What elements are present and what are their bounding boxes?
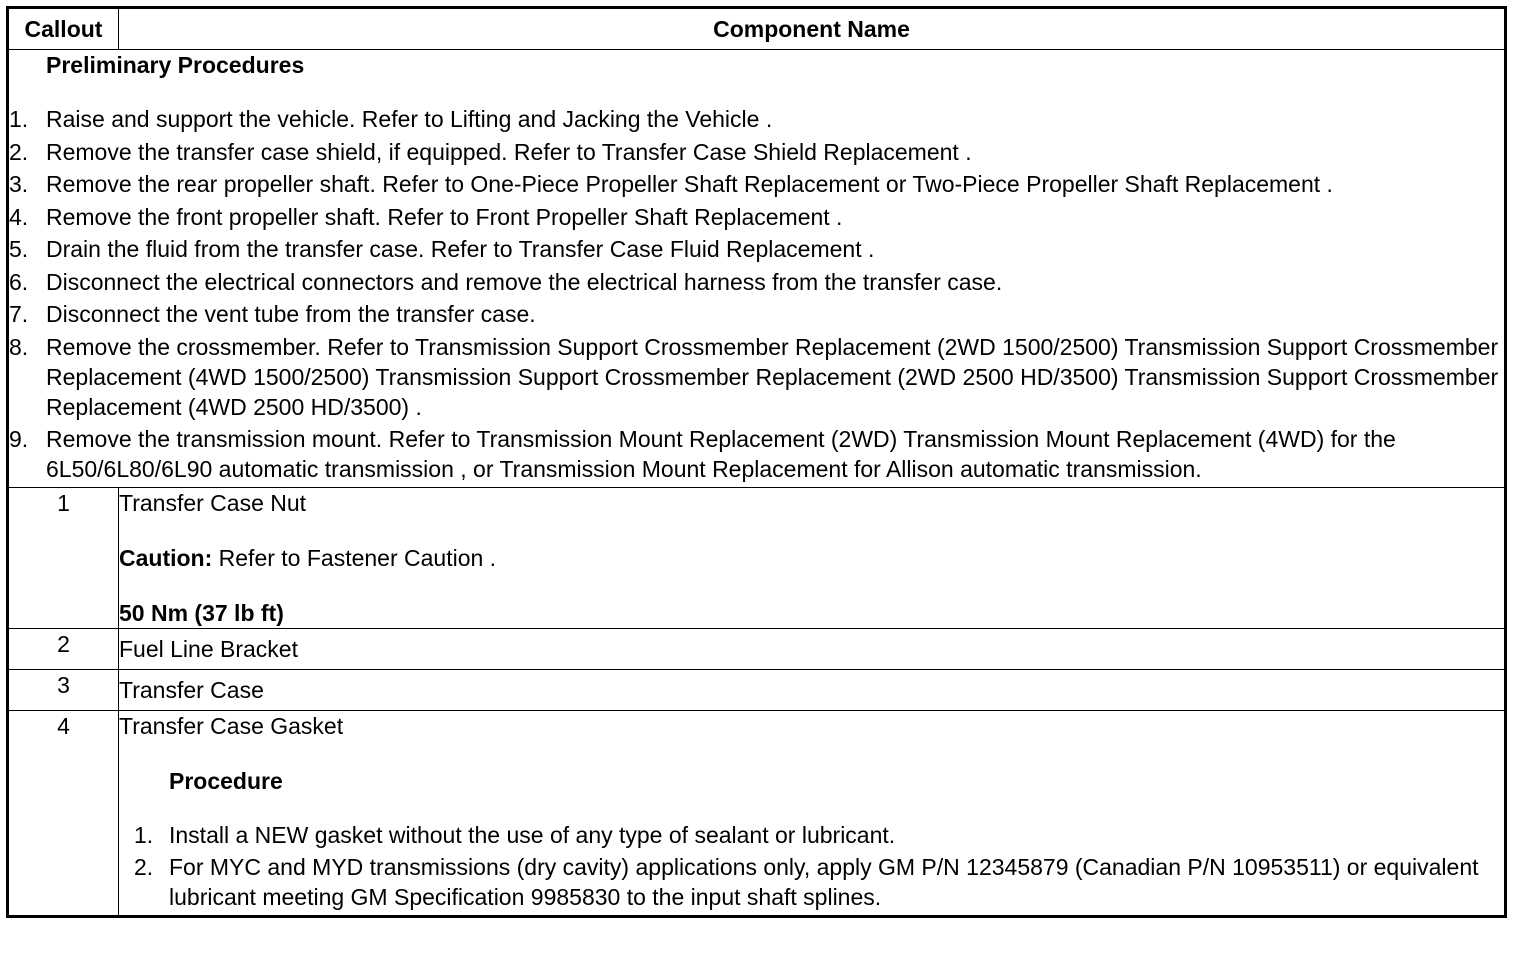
component-name: Transfer Case [119, 669, 1506, 710]
preliminary-title: Preliminary Procedures [46, 52, 305, 78]
procedure-steps [119, 820, 1504, 913]
step-text: Raise and support the vehicle. Refer to Lifting and Jacking the Vehicle . [46, 106, 773, 132]
table-row [8, 710, 1506, 916]
component-column-header: Component Name [119, 8, 1506, 50]
step-number: 5. [9, 236, 29, 262]
step-number: 1. [134, 821, 154, 848]
preliminary-steps [9, 104, 1504, 484]
list-item [9, 332, 1504, 422]
preliminary-row [8, 50, 1506, 488]
caution-note [119, 543, 1504, 573]
step-text: Remove the rear propeller shaft. Refer to One-Piece Propeller Shaft Replacement or Two-Piece Propeller Shaft Replacement . [46, 171, 1333, 197]
list-item [9, 137, 1504, 167]
table-row [8, 628, 1506, 669]
preliminary-procedures [8, 50, 1506, 488]
procedure-title: Procedure [169, 767, 283, 794]
list-item [134, 820, 1504, 850]
component-name: Fuel Line Bracket [119, 628, 1506, 669]
list-item [9, 202, 1504, 232]
step-text: Drain the fluid from the transfer case. Refer to Transfer Case Fluid Replacement . [46, 236, 875, 262]
step-text: Remove the front propeller shaft. Refer to Front Propeller Shaft Replacement . [46, 203, 843, 230]
step-text: Remove the crossmember. Refer to Transmission Support Crossmember Replacement (2WD 1500/2500) Transmission Support Crossmember Replacement (4WD 1500/2500) Transmission Support Crossmember Replacement (2WD 2500 HD/3500) Transmission Support Crossmember Replacement (4WD 2500 HD/3500) . [46, 333, 1499, 420]
table-row [8, 669, 1506, 710]
table-header-row [8, 8, 1506, 50]
table-row [8, 487, 1506, 628]
component-table [6, 6, 1507, 918]
list-item [9, 267, 1504, 297]
callout-number: 2 [8, 628, 119, 669]
callout-number: 4 [8, 710, 119, 916]
step-number: 2. [134, 854, 154, 880]
step-text: For MYC and MYD transmissions (dry cavity) applications only, apply GM P/N 12345879 (Canadian P/N 10953511) or equivalent lubricant meeting GM Specification 9985830 to the input shaft splines. [169, 854, 1479, 910]
callout-number: 1 [8, 487, 119, 628]
list-item [134, 852, 1504, 912]
step-number: 8. [9, 333, 29, 360]
component-cell [119, 487, 1506, 628]
torque-spec: 50 Nm (37 lb ft) [119, 599, 284, 626]
callout-number: 3 [8, 669, 119, 710]
component-name: Transfer Case Gasket [119, 712, 344, 739]
list-item [9, 299, 1504, 329]
step-number: 7. [9, 301, 29, 327]
caution-text: Refer to Fastener Caution . [212, 544, 497, 571]
step-number: 6. [9, 268, 29, 295]
step-number: 9. [9, 426, 29, 452]
step-text: Disconnect the electrical connectors and remove the electrical harness from the transfer case. [46, 268, 1003, 295]
step-number: 4. [9, 203, 29, 230]
step-number: 2. [9, 138, 29, 165]
step-text: Disconnect the vent tube from the transfer case. [46, 301, 536, 327]
list-item [9, 424, 1504, 484]
step-text: Install a NEW gasket without the use of any type of sealant or lubricant. [169, 821, 896, 848]
component-name: Transfer Case Nut [119, 489, 307, 516]
step-text: Remove the transfer case shield, if equipped. Refer to Transfer Case Shield Replacement . [46, 138, 972, 165]
step-number: 3. [9, 171, 29, 197]
list-item [9, 104, 1504, 134]
callout-column-header: Callout [8, 8, 119, 50]
component-cell [119, 710, 1506, 916]
step-number: 1. [9, 106, 29, 132]
step-text: Remove the transmission mount. Refer to Transmission Mount Replacement (2WD) Transmission Mount Replacement (4WD) for the 6L50/6L80/6L90 automatic transmission , or Transmission Mount Replacement for Allison automatic transmission. [46, 426, 1396, 482]
caution-label: Caution: [119, 544, 213, 571]
list-item [9, 234, 1504, 264]
list-item [9, 169, 1504, 199]
